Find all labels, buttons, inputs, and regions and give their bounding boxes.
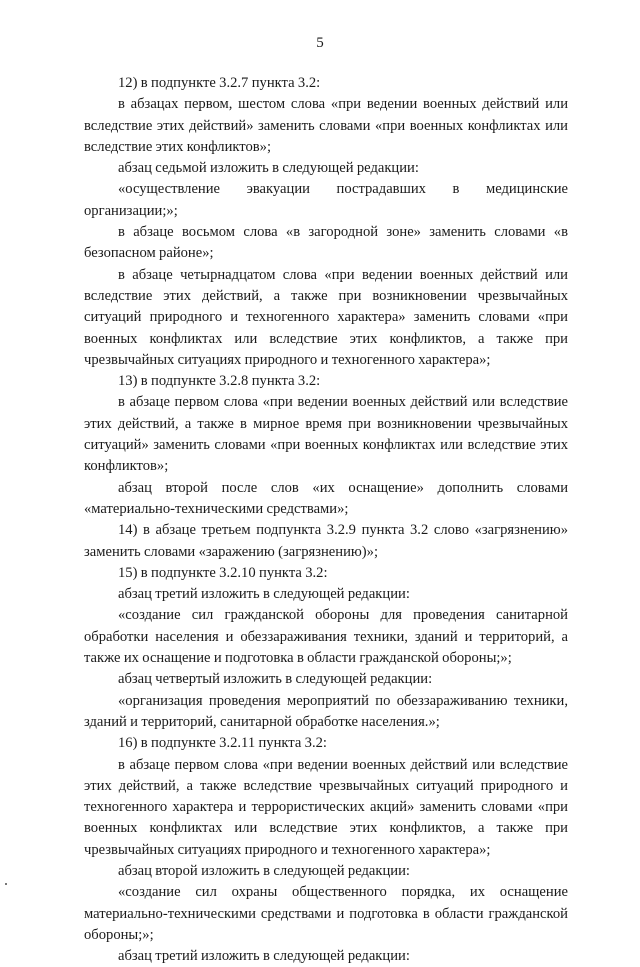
scan-speck (5, 883, 7, 885)
paragraph-item-14: 14) в абзаце третьем подпункта 3.2.9 пункта 3.2 слово «загрязнению» заменить словами «заражению (загрязнению)»; (84, 522, 568, 560)
paragraph-quote: «осуществление эвакуации пострадавших в медицинские организации;»; (84, 181, 568, 219)
paragraph-quote: «создание сил гражданской обороны для проведения санитарной обработки населения и обеззараживания техники, зданий и территорий, а также их оснащение и подготовка в области гражданской обороны;»; (84, 607, 568, 667)
paragraph-item-12-heading: 12) в подпункте 3.2.7 пункта 3.2: (118, 75, 321, 91)
paragraph: абзац седьмой изложить в следующей редакции: (118, 160, 419, 177)
paragraph-quote: «создание сил охраны общественного порядка, их оснащение материально-техническими средствами и подготовка в области гражданской обороны;»; (84, 884, 568, 943)
paragraph: абзац четвертый изложить в следующей редакции: (118, 671, 433, 688)
paragraph: абзац второй после слов «их оснащение» дополнить словами «материально-техническими средствами»; (84, 479, 568, 517)
paragraph-item-13-heading: 13) в подпункте 3.2.8 пункта 3.2: (118, 373, 321, 390)
page-number: 5 (316, 35, 324, 51)
paragraph: абзац третий изложить в следующей редакции: (118, 586, 410, 603)
paragraph: в абзаце первом слова «при ведении военных действий или вследствие этих действий, а также вследствие чрезвычайных ситуаций природного и техногенного характера и террористических акций» заменить словами «при военных конфликтах или вследствие этих конфликтов, а также при чрезвычайных ситуациях природного и техногенного характера»; (84, 756, 568, 858)
paragraph: в абзацах первом, шестом слова «при ведении военных действий или вследствие этих действий» заменить словами «при военных конфликтах или вследствие этих конфликтов»; (84, 96, 568, 155)
paragraph-item-16-heading: 16) в подпункте 3.2.11 пункта 3.2: (118, 735, 327, 752)
paragraph: в абзаце первом слова «при ведении военных действий или вследствие этих действий, а также в мирное время при возникновении чрезвычайных ситуаций» заменить словами «при военных конфликтах или вследствие этих конфликтов»; (84, 394, 568, 475)
document-body (84, 73, 568, 967)
paragraph-quote: «организация проведения мероприятий по обеззараживанию техники, зданий и территорий, санитарной обработке населения.»; (84, 692, 568, 730)
paragraph: абзац второй изложить в следующей редакции: (118, 862, 410, 879)
paragraph-item-15-heading: 15) в подпункте 3.2.10 пункта 3.2: (118, 564, 328, 581)
paragraph: в абзаце четырнадцатом слова «при ведении военных действий или вследствие этих действий, а также при возникновении чрезвычайных ситуаций природного и техногенного характера» заменить словами «при военных конфликтах или вследствие этих конфликтов, а также при чрезвычайных ситуациях природного и техногенного характера»; (84, 266, 568, 368)
paragraph: в абзаце восьмом слова «в загородной зоне» заменить словами «в безопасном районе»; (84, 224, 568, 262)
paragraph: абзац третий изложить в следующей редакции: (118, 948, 410, 965)
